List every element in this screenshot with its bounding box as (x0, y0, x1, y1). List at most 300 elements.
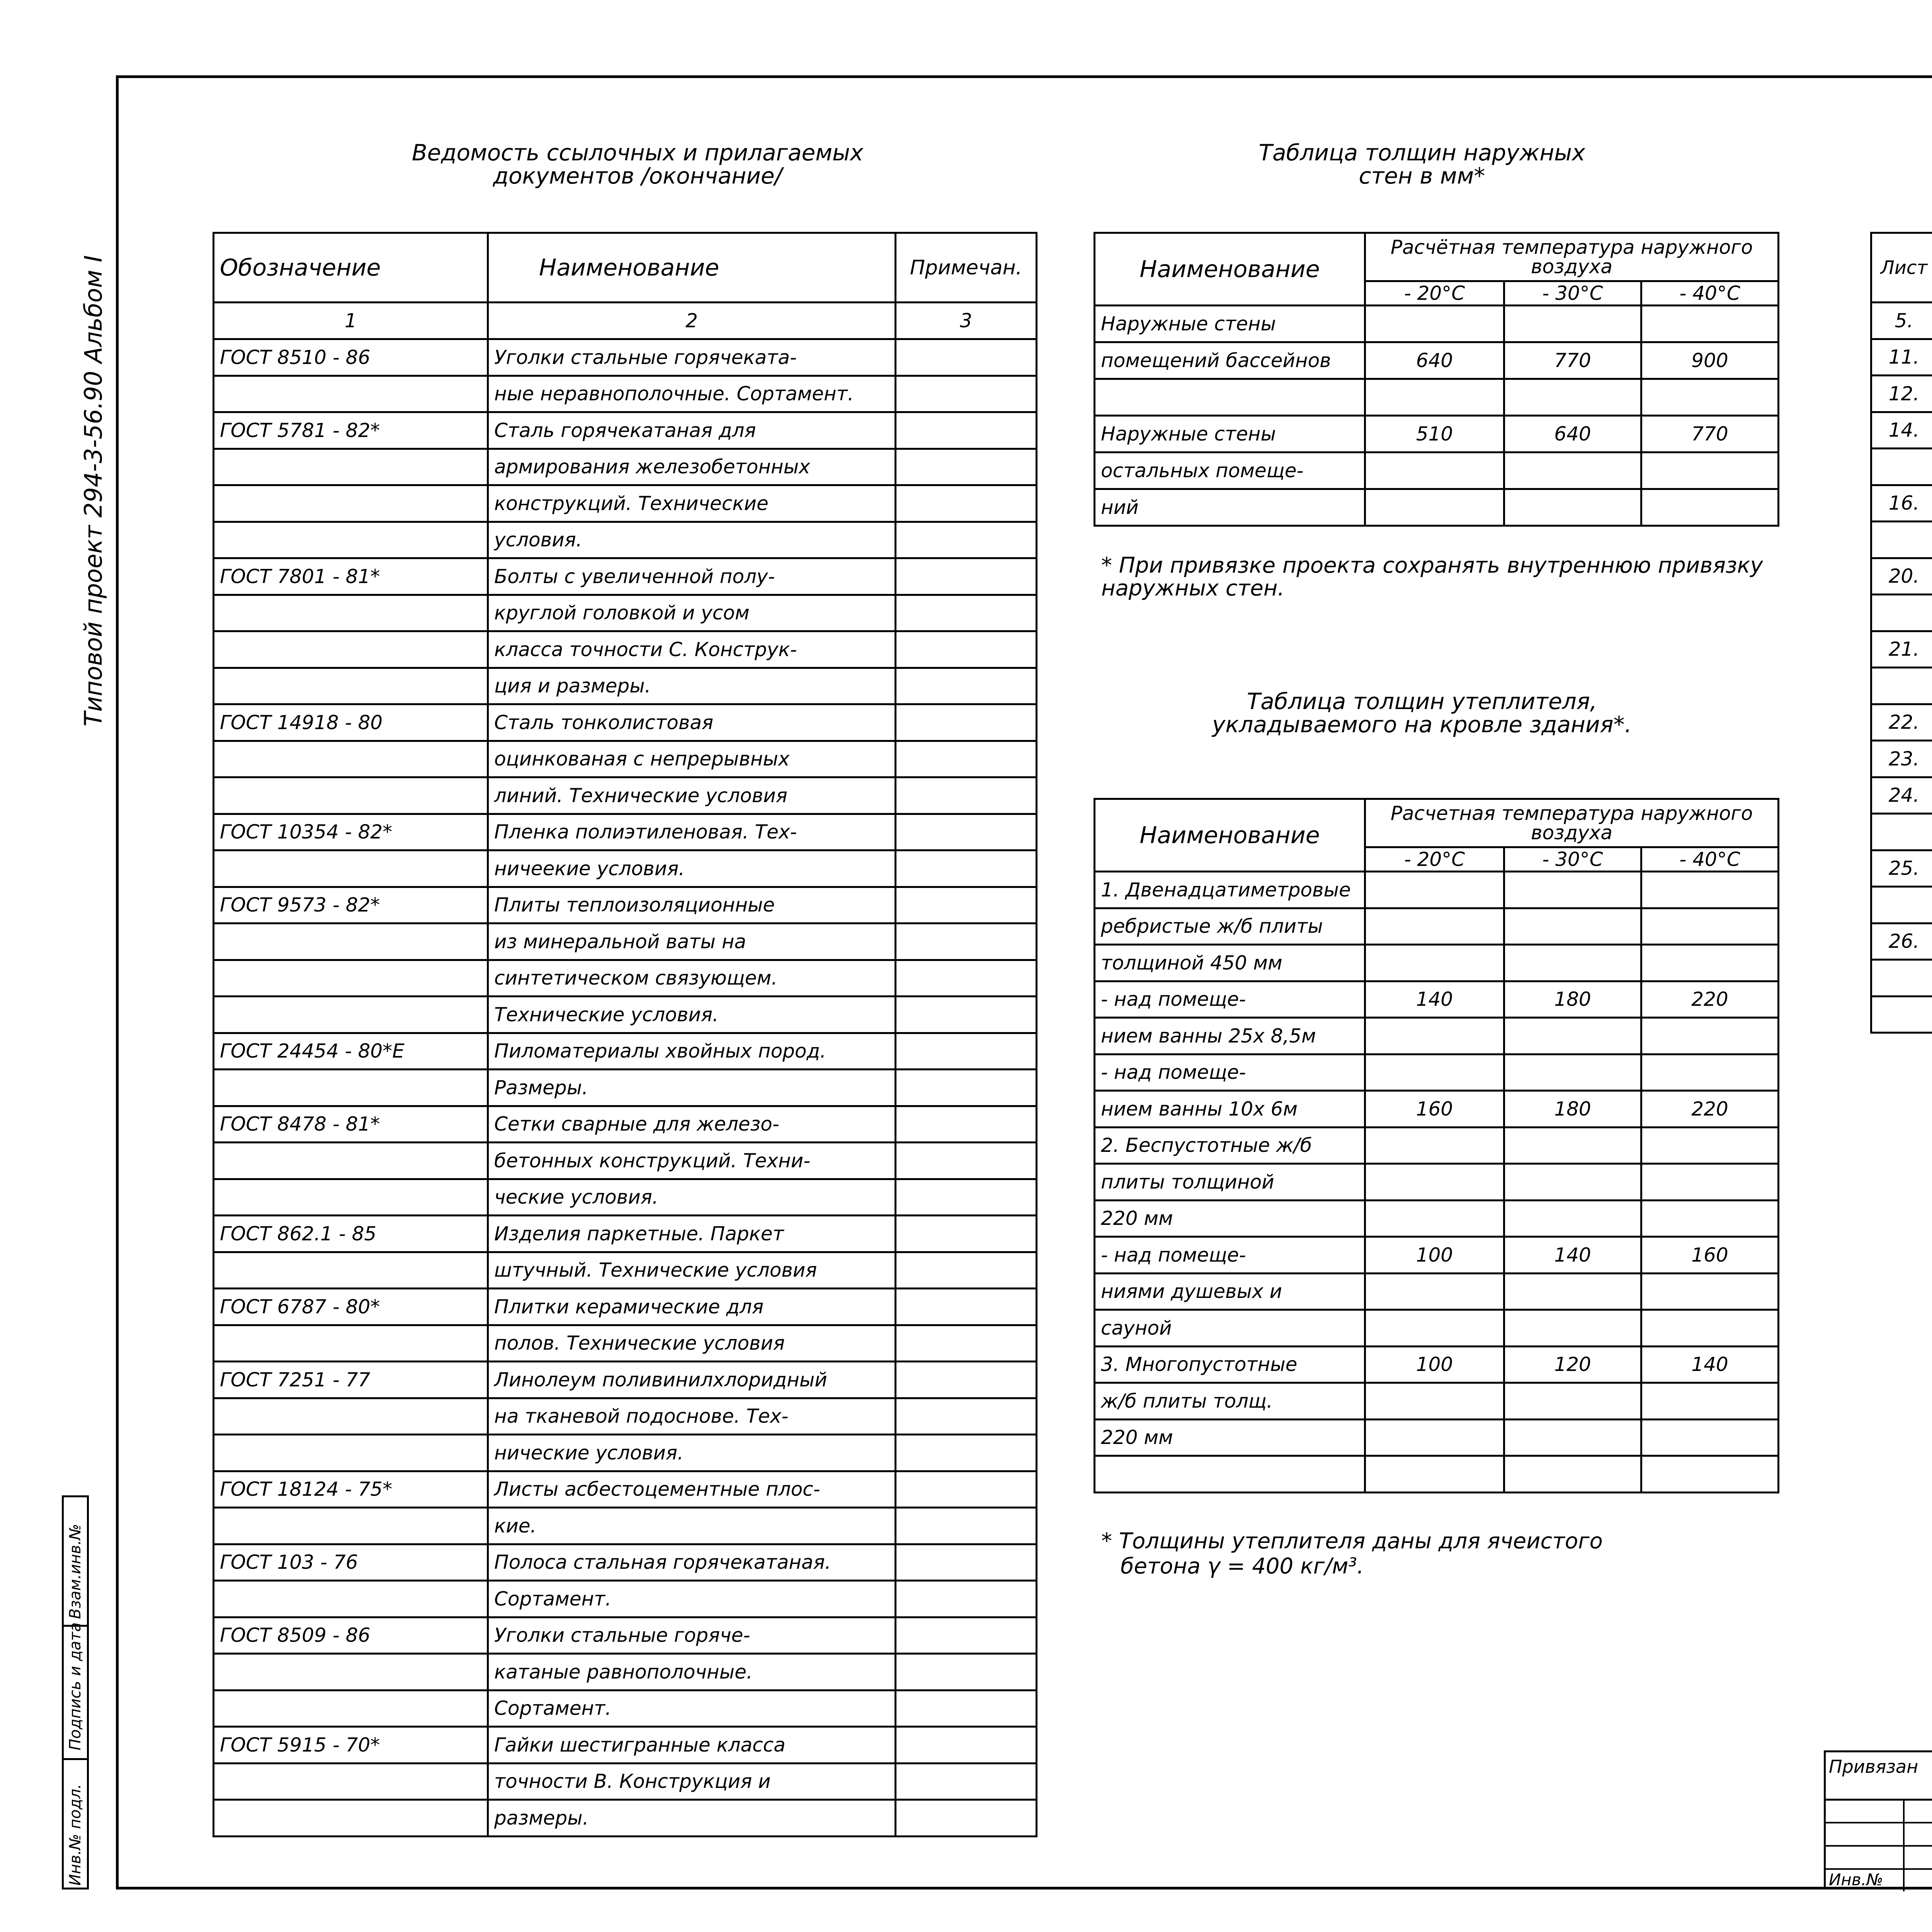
ref-docs-cell-2: Листы асбестоцементные плос- (488, 1471, 896, 1508)
insulation-temp-20: - 20°С (1365, 847, 1504, 872)
ref-docs-cell-1 (214, 1070, 488, 1106)
insulation-footnote-1: * Толщины утеплителя даны для ячеистого (1101, 1529, 1603, 1554)
walls-cell-2 (1365, 379, 1504, 416)
ref-docs-cell-2: Уголки стальные горячеката- (488, 339, 896, 376)
ref-docs-cell-1 (214, 1143, 488, 1179)
insulation-cell-2 (1365, 1018, 1504, 1054)
walls-row (1095, 489, 1779, 526)
insulation-header-temp: Расчетная температура наружного воздуха (1365, 799, 1779, 847)
ref-docs-cell-3 (896, 1435, 1037, 1471)
ref-docs-row (214, 814, 1037, 850)
ref-docs-cell-1 (214, 741, 488, 777)
insulation-cell-1: - над помеще- (1095, 1237, 1365, 1274)
insulation-cell-3 (1504, 1164, 1641, 1201)
ref-docs-cell-2: Плиты теплоизоляционные (488, 887, 896, 923)
specs-row (1871, 595, 1932, 631)
ref-docs-cell-2: на тканевой подоснове. Тех- (488, 1398, 896, 1435)
ref-docs-cell-3 (896, 1362, 1037, 1398)
insulation-cell-4 (1641, 1273, 1779, 1310)
walls-cell-1: помещений бассейнов (1095, 342, 1365, 379)
insulation-cell-2: 100 (1365, 1237, 1504, 1274)
insulation-cell-3 (1504, 872, 1641, 908)
ref-docs-cell-1: ГОСТ 7251 - 77 (214, 1362, 488, 1398)
insulation-row (1095, 1346, 1779, 1383)
insulation-cell-1: нием ванны 25х 8,5м (1095, 1018, 1365, 1054)
insulation-cell-1: 3. Многопустотные (1095, 1346, 1365, 1383)
specs-row (1871, 923, 1932, 960)
walls-row (1095, 452, 1779, 489)
insulation-row (1095, 1310, 1779, 1347)
col-header-name: Наименование (488, 233, 896, 303)
ref-docs-cell-3 (896, 522, 1037, 558)
ref-docs-cell-3 (896, 1325, 1037, 1362)
insulation-cell-3 (1504, 945, 1641, 981)
insulation-cell-3 (1504, 908, 1641, 945)
ref-docs-row (214, 1325, 1037, 1362)
insulation-row (1095, 1164, 1779, 1201)
specs-cell-1: 23. (1871, 741, 1932, 777)
ref-docs-cell-2: штучный. Технические условия (488, 1252, 896, 1289)
ref-docs-cell-3 (896, 704, 1037, 741)
insulation-cell-2 (1365, 872, 1504, 908)
ref-docs-row (214, 412, 1037, 449)
ref-docs-cell-2: кие. (488, 1508, 896, 1544)
ref-docs-cell-2: синтетическом связующем. (488, 960, 896, 997)
specs-cell-1: 25. (1871, 850, 1932, 887)
insulation-cell-4 (1641, 945, 1779, 981)
ref-docs-cell-1 (214, 1690, 488, 1727)
ref-docs-cell-3 (896, 631, 1037, 668)
ref-docs-cell-2: Размеры. (488, 1070, 896, 1106)
ref-docs-row (214, 558, 1037, 595)
insulation-cell-1 (1095, 1456, 1365, 1493)
insulation-row (1095, 1456, 1779, 1493)
insulation-row (1095, 1054, 1779, 1091)
ref-docs-cell-2: Изделия паркетные. Паркет (488, 1216, 896, 1252)
specs-row (1871, 412, 1932, 449)
inv-label: Инв.№ (1829, 1870, 1883, 1889)
insulation-cell-1: 220 мм (1095, 1200, 1365, 1237)
insulation-cell-2 (1365, 1200, 1504, 1237)
ref-docs-cell-2: Технические условия. (488, 997, 896, 1033)
insulation-cell-3 (1504, 1383, 1641, 1420)
ref-docs-title-1: Ведомость ссылочных и прилагаемых (412, 139, 864, 166)
ref-docs-cell-2: Пленка полиэтиленовая. Тех- (488, 814, 896, 850)
specs-cell-1: 26. (1871, 923, 1932, 960)
walls-temp-40: - 40°С (1641, 281, 1779, 306)
insulation-title-1: Таблица толщин утеплителя, (1247, 688, 1597, 714)
ref-docs-cell-1: ГОСТ 5915 - 70* (214, 1727, 488, 1764)
insulation-cell-3 (1504, 1054, 1641, 1091)
specs-cell-1 (1871, 595, 1932, 631)
privyazan-label: Привязан (1829, 1756, 1918, 1777)
insulation-cell-4 (1641, 1383, 1779, 1420)
walls-cell-1 (1095, 379, 1365, 416)
specs-cell-1: 5. (1871, 303, 1932, 339)
ref-docs-cell-3 (896, 376, 1037, 412)
walls-header-name: Наименование (1095, 233, 1365, 306)
ref-docs-cell-1: ГОСТ 14918 - 80 (214, 704, 488, 741)
ref-docs-row (214, 1690, 1037, 1727)
specs-cell-1 (1871, 522, 1932, 558)
ref-docs-cell-1 (214, 997, 488, 1033)
ref-docs-row (214, 1216, 1037, 1252)
ref-docs-cell-3 (896, 1544, 1037, 1581)
ref-docs-cell-2: линий. Технические условия (488, 777, 896, 814)
ref-docs-row (214, 777, 1037, 814)
ref-docs-cell-3 (896, 923, 1037, 960)
ref-docs-row (214, 1362, 1037, 1398)
ref-docs-cell-1: ГОСТ 8510 - 86 (214, 339, 488, 376)
walls-row (1095, 306, 1779, 342)
walls-cell-3: 770 (1504, 342, 1641, 379)
ref-docs-cell-2: Сталь горячекатаная для (488, 412, 896, 449)
ref-docs-cell-1 (214, 1179, 488, 1216)
ref-docs-row (214, 741, 1037, 777)
ref-docs-title-2: документов /окончание/ (493, 163, 782, 189)
ref-docs-cell-2: Болты с увеличенной полу- (488, 558, 896, 595)
ref-docs-row (214, 1471, 1037, 1508)
insulation-cell-4 (1641, 1456, 1779, 1493)
ref-docs-cell-3 (896, 1727, 1037, 1764)
ref-docs-row (214, 1654, 1037, 1690)
ref-docs-cell-2: ция и размеры. (488, 668, 896, 704)
insulation-cell-3 (1504, 1127, 1641, 1164)
walls-title-2: стен в мм* (1359, 163, 1485, 189)
ref-docs-row (214, 339, 1037, 376)
insulation-cell-1: ж/б плиты толщ. (1095, 1383, 1365, 1420)
walls-cell-3 (1504, 379, 1641, 416)
walls-cell-3 (1504, 489, 1641, 526)
insulation-cell-2 (1365, 1456, 1504, 1493)
specs-row (1871, 777, 1932, 814)
specs-cell-1 (1871, 996, 1932, 1033)
specs-row (1871, 558, 1932, 595)
ref-docs-cell-2: точности В. Конструкция и (488, 1763, 896, 1800)
ref-docs-cell-3 (896, 485, 1037, 522)
ref-docs-row (214, 1508, 1037, 1544)
ref-docs-row (214, 485, 1037, 522)
walls-cell-1: Наружные стены (1095, 416, 1365, 452)
walls-cell-4 (1641, 489, 1779, 526)
ref-docs-row (214, 1727, 1037, 1764)
ref-docs-cell-3 (896, 777, 1037, 814)
ref-docs-cell-1: ГОСТ 8478 - 81* (214, 1106, 488, 1143)
ref-docs-row (214, 1106, 1037, 1143)
insulation-cell-2: 100 (1365, 1346, 1504, 1383)
insulation-cell-2 (1365, 1310, 1504, 1347)
ref-docs-row (214, 1289, 1037, 1325)
specs-cell-1 (1871, 814, 1932, 850)
walls-cell-4: 770 (1641, 416, 1779, 452)
ref-docs-cell-3 (896, 1252, 1037, 1289)
ref-docs-cell-3 (896, 850, 1037, 887)
ref-docs-cell-2: Сталь тонколистовая (488, 704, 896, 741)
ref-docs-cell-2: ные неравнополочные. Сортамент. (488, 376, 896, 412)
ref-docs-cell-2: Сортамент. (488, 1581, 896, 1617)
insulation-temp-40: - 40°С (1641, 847, 1779, 872)
walls-cell-2: 640 (1365, 342, 1504, 379)
insulation-cell-1: 1. Двенадцатиметровые (1095, 872, 1365, 908)
ref-docs-cell-1 (214, 595, 488, 631)
specs-title (1870, 141, 1932, 166)
ref-docs-cell-1: ГОСТ 862.1 - 85 (214, 1216, 488, 1252)
insulation-cell-1: ниями душевых и (1095, 1273, 1365, 1310)
ref-docs-cell-3 (896, 1398, 1037, 1435)
ref-docs-cell-1 (214, 522, 488, 558)
ref-docs-cell-2: Полоса стальная горячекатаная. (488, 1544, 896, 1581)
specs-row (1871, 376, 1932, 412)
specs-row (1871, 303, 1932, 339)
insulation-cell-2 (1365, 1054, 1504, 1091)
ref-docs-cell-2: круглой головкой и усом (488, 595, 896, 631)
insulation-cell-2 (1365, 1419, 1504, 1456)
side-stamp (62, 1495, 116, 1889)
specs-cell-1: 14. (1871, 412, 1932, 449)
walls-cell-3: 640 (1504, 416, 1641, 452)
specs-row (1871, 704, 1932, 741)
ref-docs-cell-1: ГОСТ 9573 - 82* (214, 887, 488, 923)
ref-docs-cell-1: ГОСТ 10354 - 82* (214, 814, 488, 850)
insulation-row (1095, 1237, 1779, 1274)
ref-docs-cell-2: армирования железобетонных (488, 449, 896, 485)
ref-docs-cell-2: Линолеум поливинилхлоридный (488, 1362, 896, 1398)
insulation-row (1095, 872, 1779, 908)
col-num-2: 2 (488, 303, 896, 339)
ref-docs-cell-1 (214, 631, 488, 668)
project-vertical-title: Типовой проект 294-3-56.90 Альбом I (79, 255, 107, 726)
insulation-cell-4: 160 (1641, 1237, 1779, 1274)
walls-cell-4 (1641, 379, 1779, 416)
insulation-cell-4 (1641, 1127, 1779, 1164)
insulation-row (1095, 1091, 1779, 1128)
ref-docs-cell-2: из минеральной ваты на (488, 923, 896, 960)
ref-docs-cell-3 (896, 1289, 1037, 1325)
walls-cell-1: Наружные стены (1095, 306, 1365, 342)
ref-docs-cell-3 (896, 1179, 1037, 1216)
ref-docs-cell-3 (896, 997, 1037, 1033)
insulation-cell-1: толщиной 450 мм (1095, 945, 1365, 981)
specs-cell-1: 20. (1871, 558, 1932, 595)
ref-docs-row (214, 1033, 1037, 1070)
ref-docs-cell-2: ничеекие условия. (488, 850, 896, 887)
insulation-cell-1: сауной (1095, 1310, 1365, 1347)
walls-cell-4 (1641, 306, 1779, 342)
insulation-row (1095, 1018, 1779, 1054)
ref-docs-row (214, 595, 1037, 631)
insulation-cell-4: 220 (1641, 1091, 1779, 1128)
specs-header-sheet: Лист (1871, 233, 1932, 303)
insulation-cell-3: 180 (1504, 981, 1641, 1018)
ref-docs-cell-1 (214, 449, 488, 485)
ref-docs-cell-3 (896, 1654, 1037, 1690)
ref-docs-cell-3 (896, 339, 1037, 376)
insulation-cell-1: - над помеще- (1095, 1054, 1365, 1091)
insulation-cell-2 (1365, 1127, 1504, 1164)
specs-row (1871, 339, 1932, 376)
insulation-cell-3 (1504, 1419, 1641, 1456)
walls-cell-2 (1365, 489, 1504, 526)
insulation-cell-2 (1365, 945, 1504, 981)
ref-docs-cell-2: Сетки сварные для железо- (488, 1106, 896, 1143)
ref-docs-cell-1 (214, 1800, 488, 1837)
insulation-row (1095, 1383, 1779, 1420)
ref-docs-row (214, 1143, 1037, 1179)
insulation-row (1095, 1273, 1779, 1310)
ref-docs-cell-2: Гайки шестигранные класса (488, 1727, 896, 1764)
ref-docs-row (214, 376, 1037, 412)
insulation-header-name: Наименование (1095, 799, 1365, 872)
insulation-temp-30: - 30°С (1504, 847, 1641, 872)
col-header-note: Примечан. (896, 233, 1037, 303)
insulation-cell-4 (1641, 1018, 1779, 1054)
ref-docs-row (214, 449, 1037, 485)
ref-docs-cell-2: нические условия. (488, 1435, 896, 1471)
insulation-cell-4 (1641, 1054, 1779, 1091)
walls-table (1094, 232, 1779, 527)
ref-docs-cell-3 (896, 595, 1037, 631)
insulation-cell-3 (1504, 1456, 1641, 1493)
ref-docs-cell-3 (896, 1508, 1037, 1544)
ref-docs-row (214, 923, 1037, 960)
specs-row (1871, 814, 1932, 850)
insulation-cell-3 (1504, 1200, 1641, 1237)
insulation-row (1095, 945, 1779, 981)
specs-row (1871, 850, 1932, 887)
insulation-cell-2 (1365, 908, 1504, 945)
ref-docs-cell-2: оцинкованая с непрерывных (488, 741, 896, 777)
walls-row (1095, 379, 1779, 416)
insulation-cell-2 (1365, 1383, 1504, 1420)
ref-docs-cell-1: ГОСТ 8509 - 86 (214, 1617, 488, 1654)
side-stamp-inv: Инв.№ подл. (66, 1784, 84, 1886)
ref-docs-cell-1 (214, 376, 488, 412)
ref-docs-row (214, 997, 1037, 1033)
ref-docs-cell-2: условия. (488, 522, 896, 558)
ref-docs-cell-3 (896, 814, 1037, 850)
walls-cell-3 (1504, 306, 1641, 342)
specs-cell-1: 11. (1871, 339, 1932, 376)
ref-docs-cell-3 (896, 1106, 1037, 1143)
specs-cell-1: 16. (1871, 485, 1932, 522)
walls-temp-20: - 20°С (1365, 281, 1504, 306)
ref-docs-cell-3 (896, 1800, 1037, 1837)
specs-row (1871, 887, 1932, 923)
walls-footnote: * При привязке проекта сохранять внутреннюю привязку наружных стен. (1101, 553, 1763, 601)
insulation-title-2: укладываемого на кровле здания*. (1212, 711, 1632, 738)
binding-stamp (1824, 1750, 1932, 1889)
specs-row (1871, 996, 1932, 1033)
ref-docs-cell-3 (896, 1763, 1037, 1800)
walls-header-temp: Расчётная температура наружного воздуха (1365, 233, 1779, 281)
specs-row (1871, 668, 1932, 704)
ref-docs-cell-1 (214, 1763, 488, 1800)
ref-docs-cell-3 (896, 960, 1037, 997)
ref-docs-row (214, 1617, 1037, 1654)
ref-docs-cell-2: Плитки керамические для (488, 1289, 896, 1325)
ref-docs-cell-3 (896, 449, 1037, 485)
walls-cell-4: 900 (1641, 342, 1779, 379)
ref-docs-row (214, 1179, 1037, 1216)
ref-docs-cell-2: ческие условия. (488, 1179, 896, 1216)
specs-cell-1 (1871, 668, 1932, 704)
insulation-row (1095, 908, 1779, 945)
ref-docs-cell-3 (896, 1690, 1037, 1727)
ref-docs-cell-2: класса точности С. Конструк- (488, 631, 896, 668)
walls-row (1095, 342, 1779, 379)
specs-row (1871, 631, 1932, 668)
walls-row (1095, 416, 1779, 452)
ref-docs-row (214, 960, 1037, 997)
insulation-cell-1: нием ванны 10х 6м (1095, 1091, 1365, 1128)
ref-docs-cell-1 (214, 1398, 488, 1435)
insulation-cell-4 (1641, 1310, 1779, 1347)
specs-row (1871, 485, 1932, 522)
insulation-cell-4: 140 (1641, 1346, 1779, 1383)
ref-docs-cell-1 (214, 668, 488, 704)
ref-docs-cell-1 (214, 923, 488, 960)
ref-docs-cell-2: бетонных конструкций. Техни- (488, 1143, 896, 1179)
ref-docs-cell-3 (896, 1070, 1037, 1106)
ref-docs-row (214, 1398, 1037, 1435)
specs-row (1871, 741, 1932, 777)
ref-docs-cell-1: ГОСТ 24454 - 80*Е (214, 1033, 488, 1070)
ref-docs-cell-1 (214, 960, 488, 997)
walls-cell-2: 510 (1365, 416, 1504, 452)
insulation-cell-3 (1504, 1310, 1641, 1347)
ref-docs-cell-1 (214, 1435, 488, 1471)
insulation-cell-1: - над помеще- (1095, 981, 1365, 1018)
ref-docs-table (213, 232, 1037, 1837)
ref-docs-row (214, 1581, 1037, 1617)
walls-cell-1: ний (1095, 489, 1365, 526)
ref-docs-cell-1 (214, 1508, 488, 1544)
specs-row (1871, 960, 1932, 997)
specs-cell-1: 24. (1871, 777, 1932, 814)
ref-docs-row (214, 1252, 1037, 1289)
insulation-cell-4 (1641, 872, 1779, 908)
ref-docs-row (214, 1435, 1037, 1471)
insulation-cell-2 (1365, 1273, 1504, 1310)
ref-docs-cell-1 (214, 1654, 488, 1690)
ref-docs-cell-3 (896, 1581, 1037, 1617)
ref-docs-cell-3 (896, 1033, 1037, 1070)
ref-docs-cell-1: ГОСТ 103 - 76 (214, 1544, 488, 1581)
ref-docs-cell-1 (214, 1325, 488, 1362)
insulation-row (1095, 1200, 1779, 1237)
insulation-cell-4 (1641, 1164, 1779, 1201)
walls-cell-2 (1365, 452, 1504, 489)
ref-docs-cell-3 (896, 668, 1037, 704)
insulation-footnote-2: бетона γ = 400 кг/м³. (1121, 1554, 1364, 1579)
insulation-cell-1: 220 мм (1095, 1419, 1365, 1456)
walls-temp-30: - 30°С (1504, 281, 1641, 306)
ref-docs-cell-1 (214, 1581, 488, 1617)
ref-docs-row (214, 522, 1037, 558)
ref-docs-cell-2: конструкций. Технические (488, 485, 896, 522)
ref-docs-cell-2: размеры. (488, 1800, 896, 1837)
insulation-cell-3: 120 (1504, 1346, 1641, 1383)
insulation-cell-3 (1504, 1273, 1641, 1310)
insulation-cell-3 (1504, 1018, 1641, 1054)
ref-docs-row (214, 668, 1037, 704)
insulation-row (1095, 1127, 1779, 1164)
insulation-cell-2 (1365, 1164, 1504, 1201)
ref-docs-row (214, 850, 1037, 887)
specs-cell-1: 21. (1871, 631, 1932, 668)
ref-docs-cell-2: полов. Технические условия (488, 1325, 896, 1362)
specs-cell-1: 22. (1871, 704, 1932, 741)
